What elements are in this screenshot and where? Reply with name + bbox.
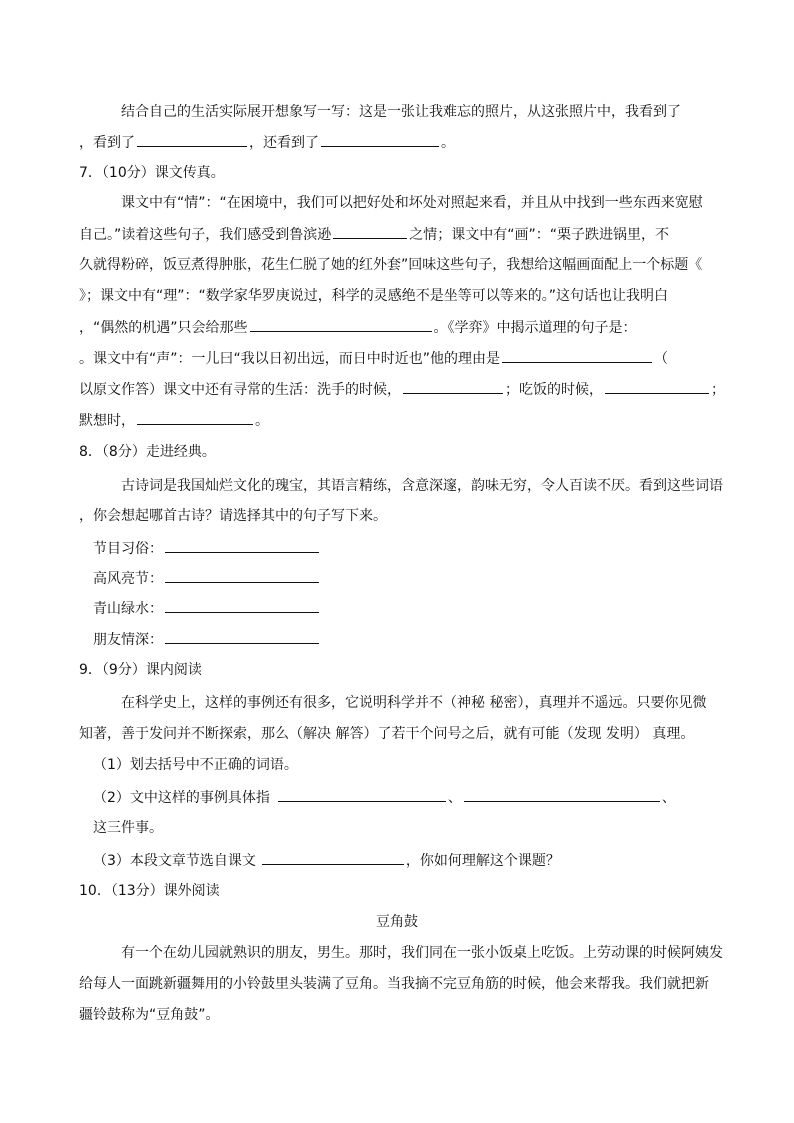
q7-line-2	[79, 224, 669, 244]
q10-header: 10．（13分）课外阅读	[79, 883, 220, 899]
answer-blank[interactable]	[333, 224, 407, 239]
q9-sub-1: （1）划去括号中不正确的词语。	[93, 757, 298, 773]
q7-line-8	[79, 410, 269, 430]
q7-line-6	[79, 348, 668, 368]
answer-blank[interactable]	[137, 132, 247, 147]
q8-item	[93, 598, 321, 618]
q8-item	[93, 568, 321, 588]
q8-item-label: 高风亮节：	[93, 571, 163, 587]
q10-line-1: 有一个在幼儿园就熟识的朋友，男生。那时，我们同在一张小饭桌上吃饭。上劳动课的时候阿姨发	[121, 945, 723, 961]
q10-line-2: 给每人一面跳新疆舞用的小铃鼓里头装满了豆角。当我摘不完豆角筋的时候，他会来帮我。我们就把新	[79, 976, 709, 992]
answer-blank[interactable]	[165, 568, 319, 583]
q9-text: 、	[661, 790, 676, 806]
intro-line-2	[79, 132, 455, 152]
q9-line-1: 在科学史上，这样的事例还有很多，它说明科学并不（神秘 秘密），真理并不遥远。只要你见微	[121, 695, 707, 711]
q8-line-2: ，你会想起哪首古诗？请选择其中的句子写下来。	[79, 508, 387, 524]
q8-line-1: 古诗词是我国灿烂文化的瑰宝，其语言精练，含意深邃，韵味无穷，令人百读不厌。看到这些词语	[121, 478, 723, 494]
answer-blank[interactable]	[250, 317, 432, 332]
answer-blank[interactable]	[464, 787, 660, 802]
answer-blank[interactable]	[165, 629, 319, 644]
answer-blank[interactable]	[502, 348, 652, 363]
answer-blank[interactable]	[165, 538, 319, 553]
answer-blank[interactable]	[262, 850, 404, 865]
q8-header: 8．（8分）走进经典。	[79, 444, 216, 460]
q9-sub-2-cont: 这三件事。	[93, 820, 163, 836]
answer-blank[interactable]	[321, 132, 439, 147]
q9-text: 、	[447, 790, 462, 806]
q9-sub-2	[93, 787, 676, 807]
q8-item-label: 朋友情深：	[93, 632, 163, 648]
q7-text: 自己。”读着这些句子，我们感受到鲁滨逊	[79, 227, 332, 243]
q7-text: ；吃饭的时候，	[505, 382, 603, 398]
q7-text: 。	[255, 413, 269, 429]
intro-text-b: ，还看到了	[249, 135, 319, 151]
q9-text: （2）文中这样的事例具体指	[93, 790, 270, 806]
q7-line-4: 》；课文中有“理”：“数学家华罗庚说过，科学的灵感绝不是坐等可以等来的。”这句话也让我明白	[79, 288, 669, 304]
answer-blank[interactable]	[605, 379, 709, 394]
q7-text: 以原文作答）课文中还有寻常的生活：洗手的时候，	[79, 382, 401, 398]
q9-line-2: 知著，善于发问并不断探索，那么（解决 解答）了若干个问号之后，就有可能（发现 发明） 真理。	[79, 726, 695, 742]
q7-text: 之情；课文中有“画”：“栗子跌进锅里，不	[409, 227, 670, 243]
q9-text: ，你如何理解这个课题？	[405, 853, 560, 869]
q9-text: （3）本段文章节选自课文	[93, 853, 256, 869]
q8-item-label: 节目习俗：	[93, 541, 163, 557]
q7-text: ；	[711, 382, 725, 398]
q7-text: 默想时，	[79, 413, 135, 429]
answer-blank[interactable]	[278, 787, 446, 802]
answer-blank[interactable]	[403, 379, 503, 394]
q9-sub-3	[93, 850, 560, 870]
q7-text: 。《学弈》中揭示道理的句子是：	[433, 320, 637, 336]
intro-text-c: 。	[441, 135, 455, 151]
q7-header: 7．（10分）课文传真。	[79, 165, 225, 181]
q7-line-7	[79, 379, 725, 399]
q8-item-label: 青山绿水：	[93, 601, 163, 617]
q7-line-3: 久就得粉碎，饭豆煮得肿胀，花生仁脱了她的红外套”回味这些句子，我想给这幅画面配上一个标题《	[79, 257, 703, 273]
q7-line-1: 课文中有“情”：“在困境中，我们可以把好处和坏处对照起来看，并且从中找到一些东西来宽慰	[121, 195, 703, 211]
q10-line-3: 疆铃鼓称为“豆角鼓”。	[79, 1007, 220, 1023]
q7-text: ，“偶然的机遇”只会给那些	[79, 320, 248, 336]
q7-text: 。课文中有“声”：一儿曰“我以日初出远，而日中时近也”他的理由是	[79, 351, 501, 367]
answer-blank[interactable]	[137, 410, 253, 425]
intro-text-a: ，看到了	[79, 135, 135, 151]
q8-item	[93, 629, 321, 649]
q9-header: 9．（9分）课内阅读	[79, 662, 202, 678]
answer-blank[interactable]	[165, 598, 319, 613]
intro-line-1: 结合自己的生活实际展开想象写一写：这是一张让我难忘的照片，从这张照片中，我看到了	[121, 104, 681, 120]
q8-item	[93, 538, 321, 558]
q7-text: （	[654, 351, 669, 367]
q7-line-5	[79, 317, 637, 337]
article-title: 豆角鼓	[376, 914, 418, 930]
